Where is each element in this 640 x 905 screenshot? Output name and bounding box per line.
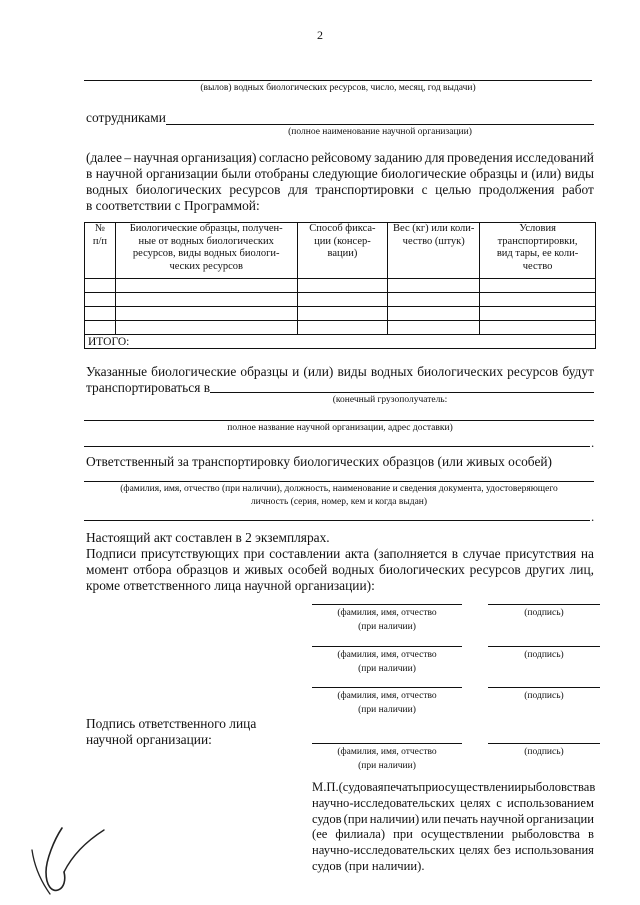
- consignee-period: .: [591, 435, 595, 450]
- intro-line: (далее – научная организация) согласно рейсовому заданию для проведения исследований: [86, 150, 594, 165]
- sig-sign-line: [488, 743, 600, 744]
- sig-sign-line: [488, 646, 600, 647]
- stamp-line: научно-исследовательских целях с использованием: [312, 795, 594, 810]
- responsible-caption-1: (фамилия, имя, отчество (при наличии), должность, наименование и сведения документа, удостоверяющего: [120, 484, 558, 494]
- responsible-caption-2: личность (серия, номер, кем и когда выдан): [250, 497, 428, 507]
- table-cell[interactable]: [388, 293, 480, 307]
- sig-name-line: [312, 604, 462, 605]
- table-cell[interactable]: [115, 293, 297, 307]
- consignee-caption-2: полное название научной организации, адрес доставки): [227, 423, 453, 433]
- sig-sign-line: [488, 687, 600, 688]
- sig-sign-caption: (подпись): [524, 747, 564, 757]
- responsible-label: Ответственный за транспортировку биологических образцов (или живых особей): [86, 454, 553, 469]
- stamp-paragraph: [312, 780, 594, 875]
- table-cell[interactable]: [85, 307, 116, 321]
- header-fixation: Способ фикса- ции (консер- вации): [297, 223, 388, 279]
- staff-label: сотрудниками: [86, 110, 166, 125]
- table-cell[interactable]: [480, 307, 596, 321]
- consignee-line: [210, 392, 594, 393]
- sig-sign-caption: (подпись): [524, 691, 564, 701]
- sig-sign-line: [488, 604, 600, 605]
- table-cell[interactable]: [480, 321, 596, 335]
- table-cell[interactable]: [85, 293, 116, 307]
- sig-name-caption: (фамилия, имя, отчество (при наличии): [337, 608, 437, 632]
- catch-caption: (вылов) водных биологических ресурсов, число, месяц, год выдачи): [200, 83, 476, 93]
- table-cell[interactable]: [480, 293, 596, 307]
- table-cell[interactable]: [388, 279, 480, 293]
- responsible-sign-label: Подпись ответственного лица научной организации:: [86, 716, 257, 747]
- stamp-line: научно-исследовательских целях без использования: [312, 843, 594, 858]
- signatures-line-last: кроме ответственного лица научной организации):: [86, 578, 375, 593]
- staff-caption: (полное наименование научной организации): [288, 127, 472, 137]
- intro-paragraph: [86, 150, 594, 214]
- sig-sign-caption: (подпись): [524, 650, 564, 660]
- table-cell[interactable]: [388, 321, 480, 335]
- handwritten-initials: [24, 820, 124, 900]
- table-row: [85, 307, 596, 321]
- table-cell[interactable]: [115, 279, 297, 293]
- act-copies: Настоящий акт составлен в 2 экземплярах.: [86, 530, 330, 545]
- stamp-line-last: судов (при наличии).: [312, 858, 425, 873]
- stamp-line: (ее филиала) при осуществлении рыболовства в: [312, 827, 594, 842]
- table-cell[interactable]: [297, 293, 388, 307]
- table-cell[interactable]: [85, 279, 116, 293]
- table-cell[interactable]: [115, 321, 297, 335]
- staff-line: [166, 124, 594, 125]
- header-number: № п/п: [85, 223, 116, 279]
- table-row: [85, 293, 596, 307]
- sig-sign-caption: (подпись): [524, 608, 564, 618]
- table-cell[interactable]: [297, 307, 388, 321]
- consignee-line-2: [84, 420, 594, 421]
- samples-table: [84, 222, 596, 349]
- consignee-line-3: [84, 446, 590, 447]
- signatures-line: момент отбора образцов и живых особей водных биологических ресурсов других лиц,: [86, 562, 594, 577]
- sig-name-caption: (фамилия, имя, отчество (при наличии): [337, 691, 437, 715]
- header-samples: Биологические образцы, получен- ные от водных биологических ресурсов, виды водных биологи- ческих ресурсов: [115, 223, 297, 279]
- stamp-line: М.П. (судовая печать при осуществлении рыболовства в: [312, 780, 596, 794]
- responsible-line: [84, 481, 594, 482]
- table-header-row: [85, 223, 596, 279]
- signatures-line: Подписи присутствующих при составлении акта (заполняется в случае присутствия на: [86, 546, 594, 561]
- catch-line: [84, 80, 592, 81]
- table-cell[interactable]: [480, 279, 596, 293]
- table-total-row: [85, 335, 596, 349]
- responsible-line-2: [84, 520, 590, 521]
- stamp-line: судов (при наличии) или печать научной организации: [312, 811, 594, 826]
- sig-name-line: [312, 646, 462, 647]
- total-label: ИТОГО:: [85, 335, 596, 349]
- table-cell[interactable]: [388, 307, 480, 321]
- signatures-paragraph: [86, 546, 594, 594]
- responsible-period: .: [591, 509, 595, 524]
- transport-line-2: транспортироваться в: [86, 380, 211, 395]
- table-cell[interactable]: [115, 307, 297, 321]
- table-row: [85, 279, 596, 293]
- table-cell[interactable]: [297, 321, 388, 335]
- sig-name-caption: (фамилия, имя, отчество (при наличии): [337, 650, 437, 674]
- table-row: [85, 321, 596, 335]
- page-number: 2: [317, 28, 323, 42]
- intro-line: в научной организации были отобраны следующие биологические образцы и (или) виды: [86, 166, 594, 181]
- table-cell[interactable]: [85, 321, 116, 335]
- consignee-caption: (конечный грузополучатель:: [332, 395, 448, 405]
- transport-line: Указанные биологические образцы и (или) виды водных биологических ресурсов будут: [86, 364, 594, 379]
- header-conditions: Условия транспортировки, вид тары, ее коли- чество: [480, 223, 596, 279]
- sig-name-line: [312, 687, 462, 688]
- header-weight: Вес (кг) или коли- чество (штук): [388, 223, 480, 279]
- sig-name-caption: (фамилия, имя, отчество (при наличии): [337, 747, 437, 771]
- intro-line-last: в соответствии с Программой:: [86, 198, 260, 213]
- sig-name-line: [312, 743, 462, 744]
- table-cell[interactable]: [297, 279, 388, 293]
- intro-line: водных биологических ресурсов для транспортировки с целью продолжения работ: [86, 182, 594, 197]
